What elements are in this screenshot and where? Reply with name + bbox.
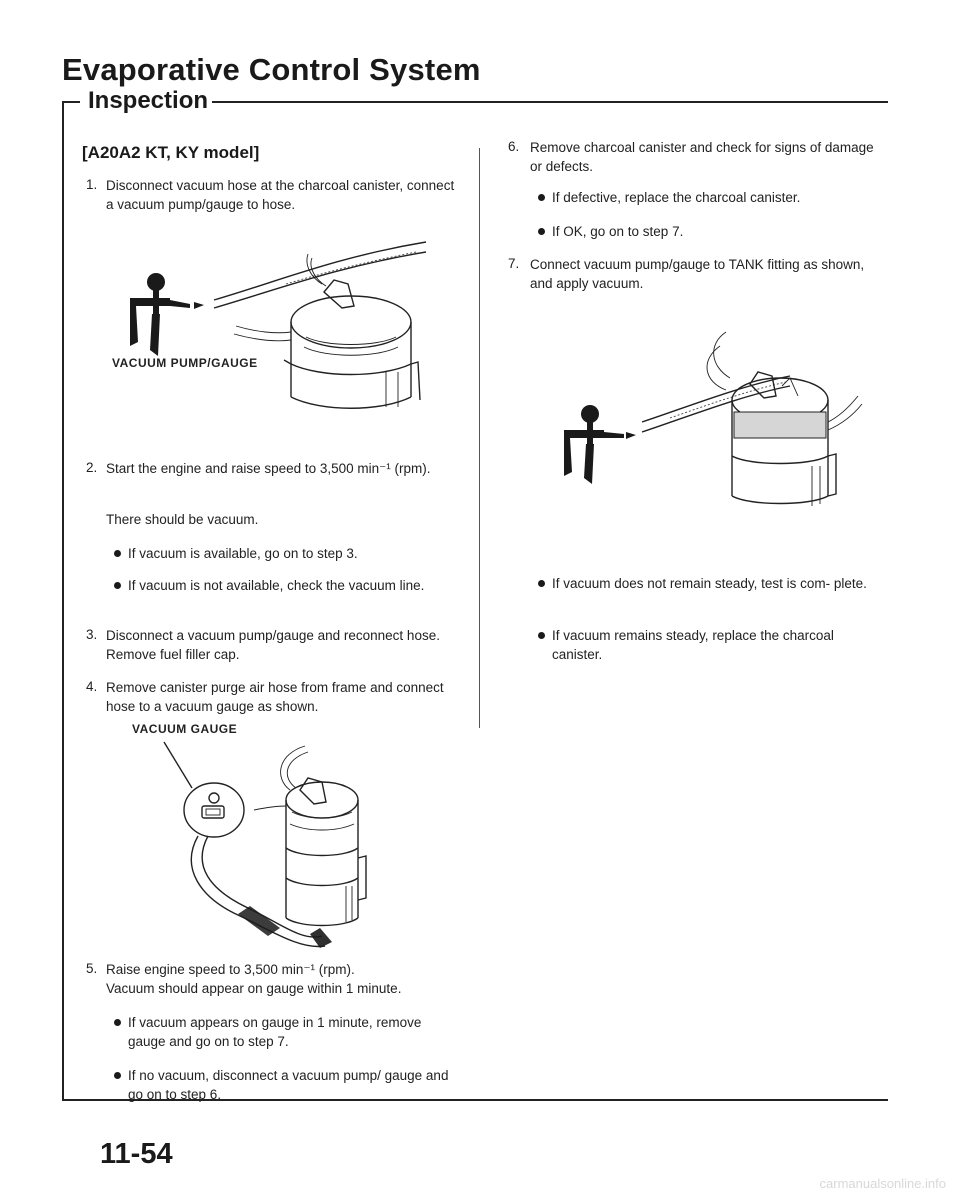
step-6-text: Remove charcoal canister and check for signs of damage or defects. — [530, 140, 874, 174]
step-7-bullet: If vacuum does not remain steady, test is com- plete. — [552, 574, 882, 593]
step-number: 4. — [86, 679, 98, 694]
section-heading: Inspection — [88, 87, 212, 115]
figure-label-vacuum-gauge: VACUUM GAUGE — [132, 722, 238, 736]
step-5-text-2: Vacuum should appear on gauge within 1 minute. — [106, 981, 402, 996]
figure-pump-gauge-canister — [86, 222, 466, 422]
step-number: 2. — [86, 460, 98, 475]
step-5-bullet: If no vacuum, disconnect a vacuum pump/ gauge and go on to step 6. — [128, 1066, 458, 1104]
figure-label-pump-gauge: VACUUM PUMP/GAUGE — [112, 356, 258, 370]
step-6-bullet: If OK, go on to step 7. — [552, 222, 882, 241]
step-number: 3. — [86, 627, 98, 642]
figure-vacuum-gauge-canister — [150, 738, 400, 960]
step-number: 7. — [508, 256, 520, 271]
step-number: 6. — [508, 139, 520, 154]
watermark: carmanualsonline.info — [819, 1176, 946, 1191]
step-number: 5. — [86, 961, 98, 976]
step-4-text: Remove canister purge air hose from frame and connect hose to a vacuum gauge as shown. — [106, 680, 444, 714]
header-rule — [205, 101, 888, 103]
figure-pump-gauge-tank-fitting — [550, 326, 870, 516]
step-2-note: There should be vacuum. — [106, 512, 259, 527]
step-7-bullet: If vacuum remains steady, replace the charcoal canister. — [552, 626, 882, 664]
step-2-bullet: If vacuum is not available, check the vacuum line. — [128, 576, 458, 595]
step-1-text: Disconnect vacuum hose at the charcoal canister, connect a vacuum pump/gauge to hose. — [106, 178, 455, 212]
page-number: 11-54 — [100, 1138, 173, 1170]
frame-rule — [62, 101, 64, 1101]
frame-rule — [62, 101, 80, 103]
step-7-text: Connect vacuum pump/gauge to TANK fitting as shown, and apply vacuum. — [530, 257, 865, 291]
step-2-bullet: If vacuum is available, go on to step 3. — [128, 544, 458, 563]
step-3-text: Disconnect a vacuum pump/gauge and reconnect hose. Remove fuel filler cap. — [106, 628, 440, 662]
step-5-text: Raise engine speed to 3,500 min⁻¹ (rpm). — [106, 962, 355, 977]
step-2-text: Start the engine and raise speed to 3,500 min⁻¹ (rpm). — [106, 461, 431, 476]
page-title: Evaporative Control System — [62, 52, 481, 87]
step-6-bullet: If defective, replace the charcoal canister. — [552, 188, 882, 207]
column-divider — [479, 148, 480, 728]
model-heading: [A20A2 KT, KY model] — [82, 143, 260, 162]
step-number: 1. — [86, 177, 98, 192]
step-5-bullet: If vacuum appears on gauge in 1 minute, remove gauge and go on to step 7. — [128, 1013, 458, 1051]
